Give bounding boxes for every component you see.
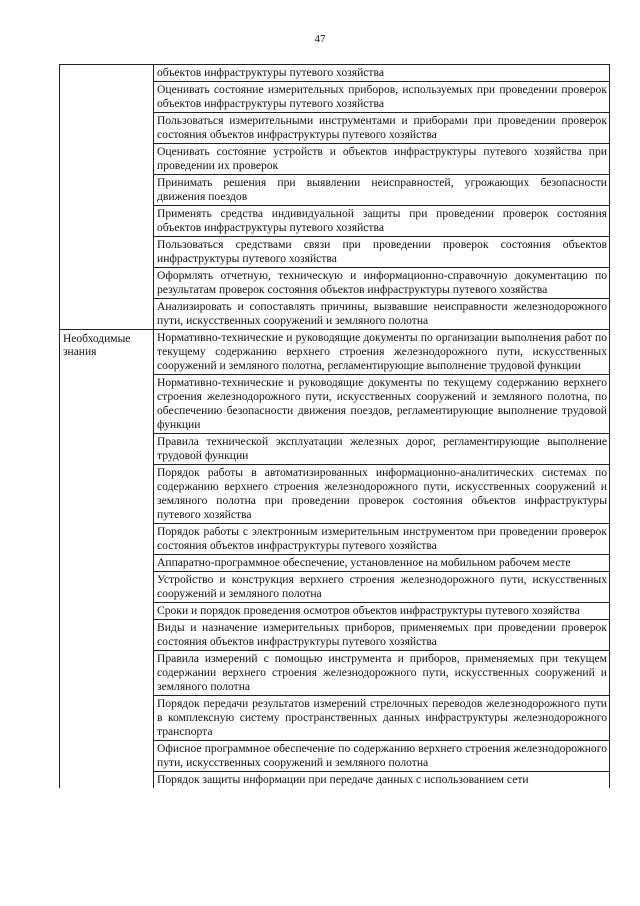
- skills-label-cell: [60, 65, 154, 330]
- requirements-table: [59, 64, 610, 788]
- table-cell: Аппаратно-программное обеспечение, установленное на мобильном рабочем месте: [154, 555, 609, 572]
- table-cell: Нормативно-технические и руководящие документы по текущему содержанию верхнего строения железнодорожного пути, искусственных сооружений и земляного полотна, по обеспечению безопасности движения поездов, регламентирующие выполнение трудовой функции: [154, 375, 609, 434]
- page-number: 47: [314, 33, 326, 45]
- table-cell: Правила технической эксплуатации железных дорог, регламентирующие выполнение трудовой функции: [154, 434, 609, 465]
- skills-group: [60, 65, 609, 330]
- table-cell: Порядок передачи результатов измерений стрелочных переводов железнодорожного пути в комплексную систему пространственных данных инфраструктуры железнодорожного транспорта: [154, 696, 609, 741]
- table-cell: Порядок работы с электронным измерительным инструментом при проведении проверок состояния объектов инфраструктуры путевого хозяйства: [154, 524, 609, 555]
- table-cell: Офисное программное обеспечение по содержанию верхнего строения железнодорожного пути, искусственных сооружений и земляного полотна: [154, 741, 609, 772]
- table-cell: Оценивать состояние измерительных приборов, используемых при проведении проверок объектов инфраструктуры путевого хозяйства: [154, 82, 609, 113]
- knowledge-group: [60, 330, 609, 788]
- table-cell: Принимать решения при выявлении неисправностей, угрожающих безопасности движения поездов: [154, 175, 609, 206]
- table-cell: Устройство и конструкция верхнего строения железнодорожного пути, искусственных сооружений и земляного полотна: [154, 572, 609, 603]
- table-cell: Виды и назначение измерительных приборов, применяемых при проведении проверок состояния объектов инфраструктуры путевого хозяйства: [154, 620, 609, 651]
- table-cell: Правила измерений с помощью инструмента и приборов, применяемых при текущем содержании верхнего строения железнодорожного пути, искусственных сооружений и земляного полотна: [154, 651, 609, 696]
- table-cell: Порядок защиты информации при передаче данных с использованием сети: [157, 773, 529, 786]
- table-cell: Анализировать и сопоставлять причины, вызвавшие неисправности железнодорожного пути, искусственных сооружений и земляного полотна: [154, 299, 609, 330]
- knowledge-column: [154, 330, 609, 788]
- table-cell: Оценивать состояние устройств и объектов инфраструктуры путевого хозяйства при проведении их проверок: [154, 144, 609, 175]
- knowledge-label: Необходимые знания: [60, 330, 154, 788]
- table-cell: объектов инфраструктуры путевого хозяйства: [154, 65, 609, 82]
- table-cell: Применять средства индивидуальной защиты при проведении проверок состояния объектов инфраструктуры путевого хозяйства: [154, 206, 609, 237]
- table-cell: Сроки и порядок проведения осмотров объектов инфраструктуры путевого хозяйства: [154, 603, 609, 620]
- table-cell: Пользоваться средствами связи при проведении проверок состояния объектов инфраструктуры путевого хозяйства: [154, 237, 609, 268]
- skills-column: [154, 65, 609, 330]
- table-cell: Оформлять отчетную, техническую и информационно-справочную документацию по результатам проверок состояния объектов инфраструктуры путевого хозяйства: [154, 268, 609, 299]
- table-cell: Порядок работы в автоматизированных информационно-аналитических системах по содержанию верхнего строения железнодорожного пути, искусственных сооружений и земляного полотна при проведении проверок состояния объектов инфраструктуры путевого хозяйства: [154, 465, 609, 524]
- table-cell: Нормативно-технические и руководящие документы по организации выполнения работ по текущему содержанию верхнего строения железнодорожного пути, искусственных сооружений и земляного полотна, регламентирующие выполнение трудовой функции: [154, 330, 609, 375]
- table-cell: Пользоваться измерительными инструментами и приборами при проведении проверок состояния объектов инфраструктуры путевого хозяйства: [154, 113, 609, 144]
